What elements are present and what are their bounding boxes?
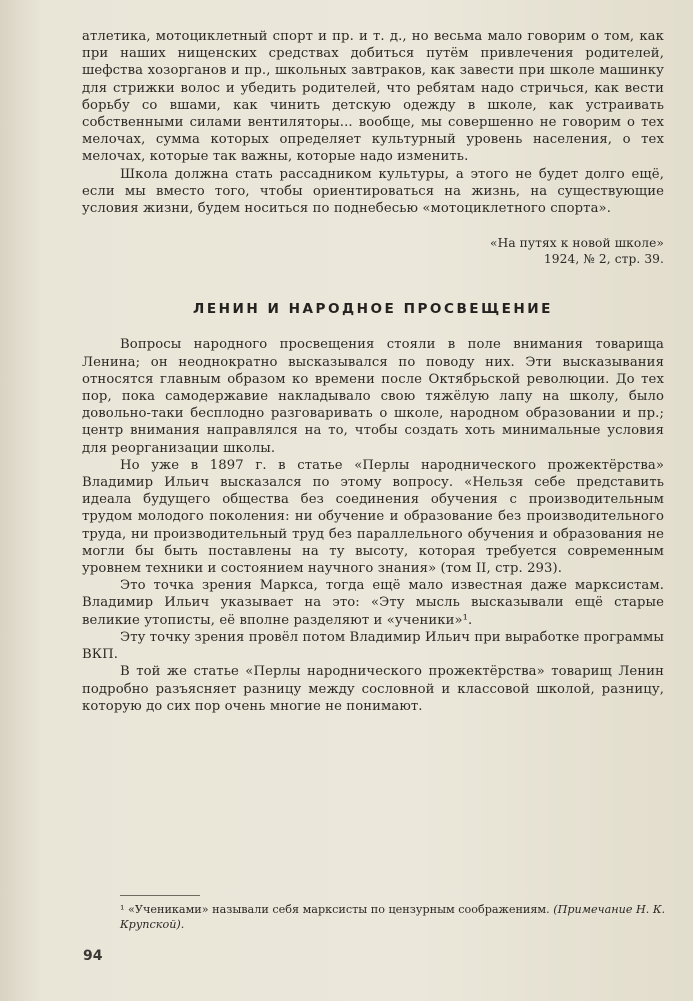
paragraph: В той же статье «Перлы народнического прожектёрства» товарищ Ленин подробно разъясняет разницу между сословной и классовой школой, разницу, которую до сих пор очень многие не понимают. — [82, 664, 664, 714]
paragraph: Это точка зрения Маркса, тогда ещё мало известная даже марксистам. Владимир Ильич указывает на это: «Эту мысль высказывали ещё старые великие утописты, её вполне разделяют и «ученики»¹. — [82, 578, 664, 628]
section-title: ЛЕНИН И НАРОДНОЕ ПРОСВЕЩЕНИЕ — [193, 301, 553, 318]
footnote-divider — [120, 895, 200, 896]
paragraph: Эту точку зрения провёл потом Владимир Ильич при выработке программы ВКП. — [82, 629, 664, 663]
paragraph: атлетика, мотоциклетный спорт и пр. и т. д., но весьма мало говорим о том, как при наших нищенских средствах добиться путём привлечения родителей, шефства хозорганов и пр., школьных завтраков, как завести при школе машинку для стрижки волос и убедить родителей, что ребятам надо стричься, как вести борьбу со вшами, как чинить детскую одежду в школе, как устраивать собственными силами вентиляторы... вообще, мы совершенно не говорим о тех мелочах, сумма которых определяет культурный уровень населения, о тех мелочах, которые так важны, которые надо изменить. — [82, 29, 664, 165]
footnote-text: ¹ «Учениками» называли себя марксисты по цензурным соображениям. — [120, 903, 550, 916]
footnote-editor-note: (Примечание Н. К. Крупской). — [120, 903, 666, 931]
paragraph: Вопросы народного просвещения стояли в поле внимания товарища Ленина; он неоднократно высказывался по поводу них. Эти высказывания относятся главным образом ко времени после Октябрьской революции. До тех пор, пока самодержавие накладывало свою тяжёлую лапу на школу, было довольно-таки бесплодно разговаривать о школе, народном образовании и пр.; центр внимания направлялся на то, чтобы создать хоть минимальные условия для реорганизации школы. — [82, 337, 664, 456]
footnote — [120, 902, 666, 932]
paragraph: Школа должна стать рассадником культуры, а этого не будет долго ещё, если мы вместо того, чтобы ориентироваться на жизнь, на существующие условия жизни, будем носиться по поднебесью «мотоциклетного спорта». — [82, 166, 664, 217]
citation-source: «На путях к новой школе» — [490, 236, 664, 251]
page-number: 94 — [83, 948, 103, 964]
citation-ref: 1924, № 2, стр. 39. — [543, 252, 664, 267]
citation — [82, 235, 664, 267]
paragraph: Но уже в 1897 г. в статье «Перлы народнического прожектёрства» Владимир Ильич высказался по этому вопросу. «Нельзя себе представить идеала будущего общества без соединения обучения с производительным трудом молодого поколения: ни обучение и образование без производительного труда, ни производительный труд без параллельного обучения и образования не могли бы быть поставлены на ту высоту, которая требуется современным уровнем техники и состоянием научного знания» (том II, стр. 293). — [82, 457, 664, 577]
body-text — [82, 28, 664, 715]
